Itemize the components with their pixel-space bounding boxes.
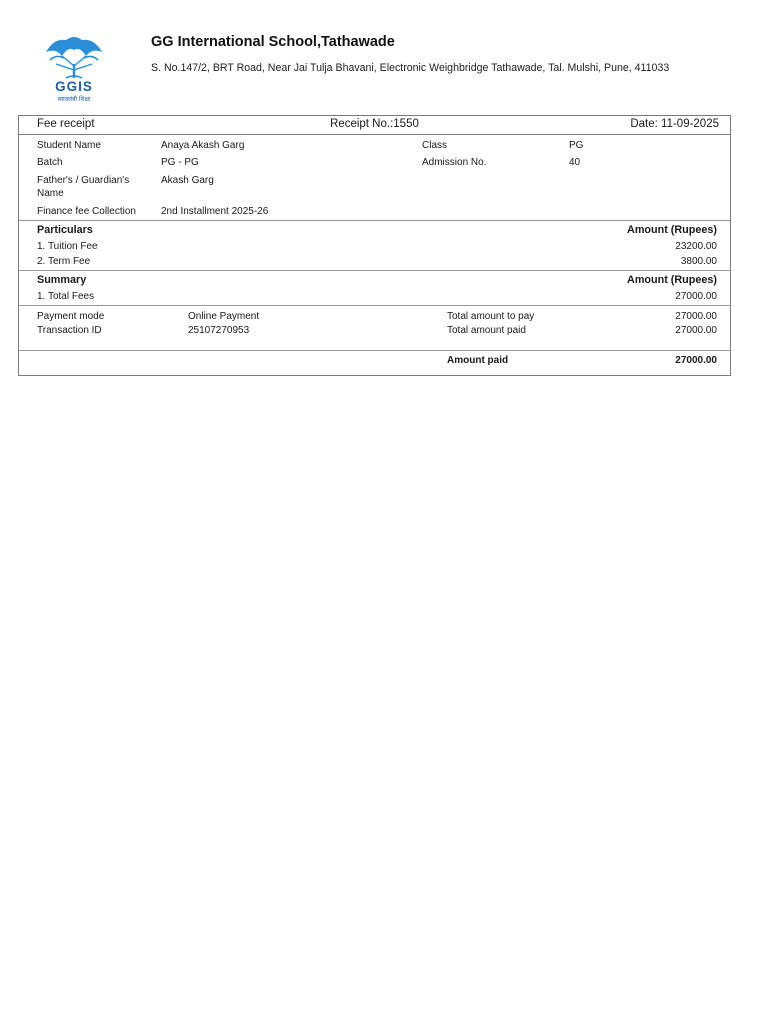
receipt-title-row — [19, 116, 730, 135]
receipt-date: Date: 11-09-2025 — [630, 118, 719, 130]
payment-mode-label: Payment mode — [37, 311, 105, 322]
class-value: PG — [569, 140, 584, 151]
divider — [19, 350, 730, 351]
guardian-value: Akash Garg — [161, 175, 214, 186]
total-paid-value: 27000.00 — [675, 325, 717, 336]
total-to-pay-label: Total amount to pay — [447, 311, 535, 322]
school-name: GG International School,Tathawade — [151, 34, 395, 50]
particulars-heading: Particulars — [37, 224, 93, 236]
divider — [19, 270, 730, 271]
fee-collection-label: Finance fee Collection — [37, 206, 136, 217]
amount-paid-label: Amount paid — [447, 355, 509, 366]
divider — [19, 220, 730, 221]
particular-item-label: 2. Term Fee — [37, 256, 91, 267]
receipt-title: Fee receipt — [37, 118, 95, 130]
transaction-id-label: Transaction ID — [37, 325, 102, 336]
particular-item-amount: 23200.00 — [675, 241, 717, 252]
batch-label: Batch — [37, 157, 63, 168]
summary-item-amount: 27000.00 — [675, 291, 717, 302]
admission-value: 40 — [569, 157, 581, 168]
transaction-id-value: 25107270953 — [188, 325, 250, 336]
fee-collection-value: 2nd Installment 2025-26 — [161, 206, 269, 217]
particular-item-amount: 3800.00 — [680, 256, 717, 267]
logo-tagline: स्वावलंबी शिक्षा — [57, 96, 91, 103]
fee-receipt-box — [18, 115, 731, 376]
summary-heading: Summary — [37, 274, 87, 286]
total-paid-label: Total amount paid — [447, 325, 526, 336]
school-logo — [36, 34, 112, 104]
admission-label: Admission No. — [422, 157, 487, 168]
student-name-value: Anaya Akash Garg — [161, 140, 245, 151]
class-label: Class — [422, 140, 448, 151]
guardian-label: Father's / Guardian's Name — [37, 175, 130, 199]
receipt-number: Receipt No.:1550 — [330, 118, 419, 130]
receipt-header — [0, 0, 768, 110]
particulars-amount-heading: Amount (Rupees) — [627, 224, 717, 236]
divider — [19, 305, 730, 306]
batch-value: PG - PG — [161, 157, 199, 168]
logo-text: GGIS — [55, 79, 93, 94]
particular-item-label: 1. Tuition Fee — [37, 241, 98, 252]
school-address: S. No.147/2, BRT Road, Near Jai Tulja Bhavani, Electronic Weighbridge Tathawade, Tal. Mulshi, Pune, 411033 — [151, 62, 670, 74]
summary-amount-heading: Amount (Rupees) — [627, 274, 717, 286]
payment-mode-value: Online Payment — [188, 311, 260, 322]
amount-paid-value: 27000.00 — [675, 355, 717, 366]
summary-item-label: 1. Total Fees — [37, 291, 95, 302]
student-name-label: Student Name — [37, 140, 101, 151]
tree-icon — [46, 37, 102, 78]
total-to-pay-value: 27000.00 — [675, 311, 717, 322]
